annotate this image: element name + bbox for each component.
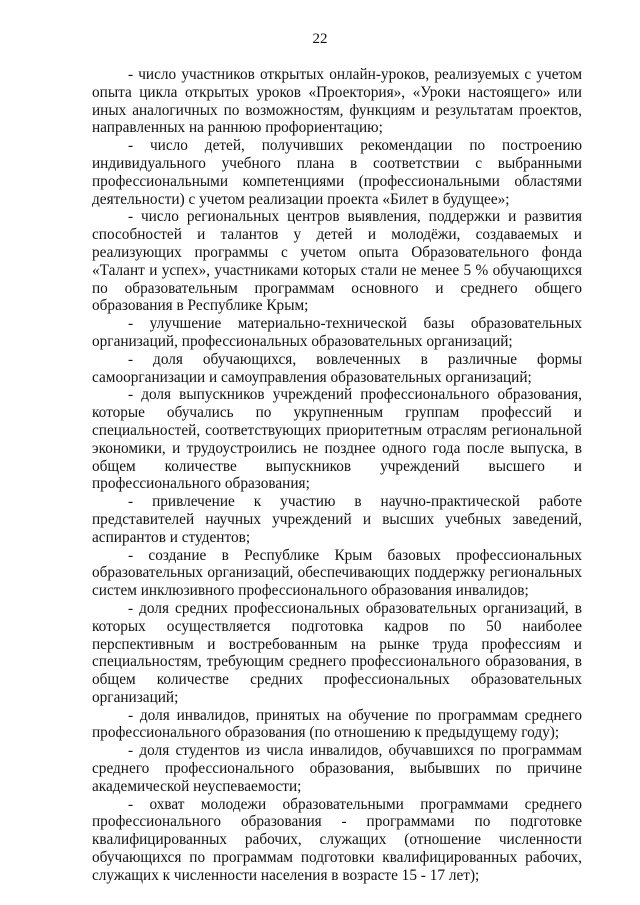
paragraph-self-organization: - доля обучающихся, вовлеченных в различные формы самоорганизации и самоуправления образовательных организаций; <box>92 350 582 386</box>
paragraph-inclusive-organizations: - создание в Республике Крым базовых профессиональных образовательных организаций, обеспечивающих поддержку региональных систем инклюзивного профессионального образования инвалидов; <box>92 546 582 600</box>
page-number: 22 <box>312 31 328 47</box>
paragraph-scientific-work: - привлечение к участию в научно-практической работе представителей научных учреждений и высших учебных заведений, аспирантов и студентов; <box>92 493 582 546</box>
paragraph-talent-centers: - число региональных центров выявления, поддержки и развития способностей и талантов у детей и молодёжи, создаваемых и реализующих программы с учетом опыта Образовательного фонда «Талант и успех», участниками которых стали не менее 5 % обучающихся по образовательным программам основного и среднего общего образования в Республике Крым; <box>92 208 582 315</box>
paragraph-material-base: - улучшение материально-технической базы образовательных организаций, профессиональных образовательных организаций; <box>92 315 582 350</box>
paragraph-top50-professions: - доля средних профессиональных образовательных организаций, в которых осуществляется подготовка кадров по 50 наиболее перспективным и востребованным на рынке труда профессиям и специальностям, требующим среднего профессионального образования, в общем количестве средних профессиональных образовательных организаций; <box>92 599 582 706</box>
paragraph-disabled-admission: - доля инвалидов, принятых на обучение по программам среднего профессионального образования (по отношению к предыдущему году); <box>92 706 582 742</box>
document-body <box>92 66 582 885</box>
paragraph-online-lessons: - число участников открытых онлайн-уроков, реализуемых с учетом опыта цикла открытых уроков «Проектория», «Уроки настоящего» или иных аналогичных по возможностям, функциям и результатам проектов, направленных на раннюю профориентацию; <box>92 66 582 137</box>
paragraph-individual-plan: - число детей, получивших рекомендации по построению индивидуального учебного плана в соответствии с выбранными профессиональными компетенциями (профессиональными областями деятельности) с учетом реализации проекта «Билет в будущее»; <box>92 137 582 208</box>
paragraph-youth-coverage: - охват молодежи образовательными программами среднего профессионального образования - программами по подготовке квалифицированных рабочих, служащих (отношение численности обучающихся по программам подготовки квалифицированных рабочих, служащих к численности населения в возрасте 15 - 17 лет); <box>92 795 582 884</box>
paragraph-graduate-employment: - доля выпускников учреждений профессионального образования, которые обучались по укрупненным группам профессий и специальностей, соответствующих приоритетным отраслям региональной экономики, и трудоустроились не позднее одного года после выпуска, в общем количестве выпускников учреждений высшего и профессионального образования; <box>92 386 582 493</box>
paragraph-disabled-dropout: - доля студентов из числа инвалидов, обучавшихся по программам среднего профессионального образования, выбывших по причине академической неуспеваемости; <box>92 742 582 795</box>
